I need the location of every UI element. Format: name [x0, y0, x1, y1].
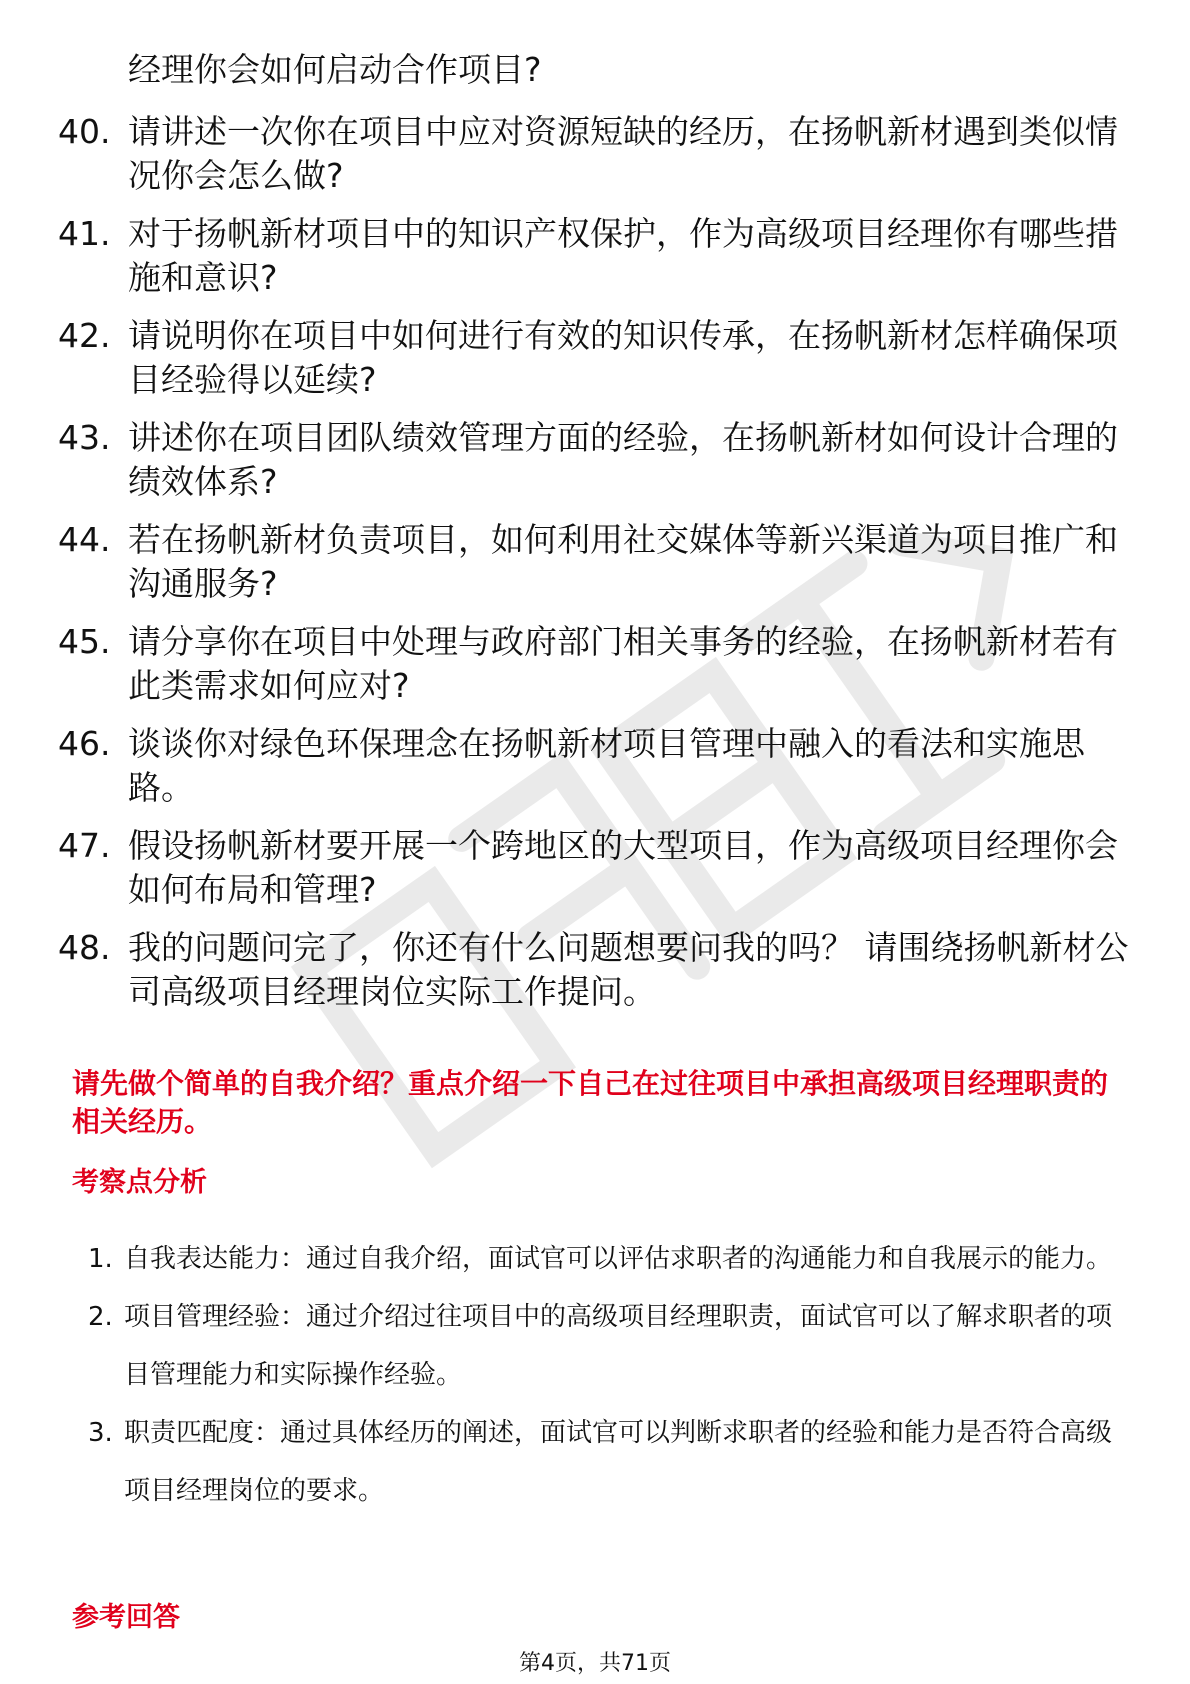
list-item — [58, 416, 1138, 504]
list-item — [58, 620, 1138, 708]
question-number: 44. — [58, 520, 111, 559]
question-number: 48. — [58, 928, 111, 967]
analysis-text: 项目管理经验：通过介绍过往项目中的高级项目经理职责，面试官可以了解求职者的项目管理能力和实际操作经验。 — [124, 1302, 1113, 1390]
list-item — [58, 926, 1138, 1014]
question-number: 43. — [58, 418, 111, 457]
answer-heading: 参考回答 — [72, 1602, 180, 1633]
question-number: 42. — [58, 316, 111, 355]
list-item — [58, 518, 1138, 606]
analysis-heading: 考察点分析 — [72, 1167, 207, 1198]
list-item — [58, 722, 1138, 810]
list-item — [58, 212, 1138, 300]
question-text: 请讲述一次你在项目中应对资源短缺的经历，在扬帆新材遇到类似情况你会怎么做? — [128, 112, 1118, 195]
question-number: 45. — [58, 622, 111, 661]
question-text: 经理你会如何启动合作项目? — [128, 50, 542, 89]
analysis-text: 职责匹配度：通过具体经历的阐述，面试官可以判断求职者的经验和能力是否符合高级项目经理岗位的要求。 — [124, 1418, 1113, 1506]
list-item — [58, 48, 1138, 92]
analysis-number: 2. — [88, 1302, 113, 1332]
list-item — [58, 824, 1138, 912]
question-text: 谈谈你对绿色环保理念在扬帆新材项目管理中融入的看法和实施思路。 — [128, 724, 1085, 807]
list-item — [58, 314, 1138, 402]
question-number: 46. — [58, 724, 111, 763]
analysis-number: 3. — [88, 1418, 113, 1448]
analysis-list — [72, 1230, 1132, 1520]
question-text: 对于扬帆新材项目中的知识产权保护，作为高级项目经理你有哪些措施和意识? — [128, 214, 1118, 297]
analysis-number: 1. — [88, 1244, 113, 1274]
list-item — [72, 1288, 1132, 1404]
question-list — [58, 48, 1138, 1028]
list-item — [58, 110, 1138, 198]
question-text: 假设扬帆新材要开展一个跨地区的大型项目，作为高级项目经理你会如何布局和管理? — [128, 826, 1118, 909]
list-item — [72, 1230, 1132, 1288]
analysis-text: 自我表达能力：通过自我介绍，面试官可以评估求职者的沟通能力和自我展示的能力。 — [124, 1244, 1113, 1274]
question-number: 47. — [58, 826, 111, 865]
list-item — [72, 1404, 1132, 1520]
interview-prompt: 请先做个简单的自我介绍？重点介绍一下自己在过往项目中承担高级项目经理职责的相关经历。 — [72, 1067, 1109, 1138]
question-number: 40. — [58, 112, 111, 151]
question-number: 41. — [58, 214, 111, 253]
question-text: 请说明你在项目中如何进行有效的知识传承，在扬帆新材怎样确保项目经验得以延续? — [128, 316, 1118, 399]
question-text: 讲述你在项目团队绩效管理方面的经验，在扬帆新材如何设计合理的绩效体系? — [128, 418, 1118, 501]
question-text: 请分享你在项目中处理与政府部门相关事务的经验，在扬帆新材若有此类需求如何应对? — [128, 622, 1118, 705]
question-text: 我的问题问完了，你还有什么问题想要问我的吗？ 请围绕扬帆新材公司高级项目经理岗位实际工作提问。 — [128, 928, 1129, 1011]
question-text: 若在扬帆新材负责项目，如何利用社交媒体等新兴渠道为项目推广和沟通服务? — [128, 520, 1118, 603]
page-number: 第4页，共71页 — [519, 1651, 671, 1676]
